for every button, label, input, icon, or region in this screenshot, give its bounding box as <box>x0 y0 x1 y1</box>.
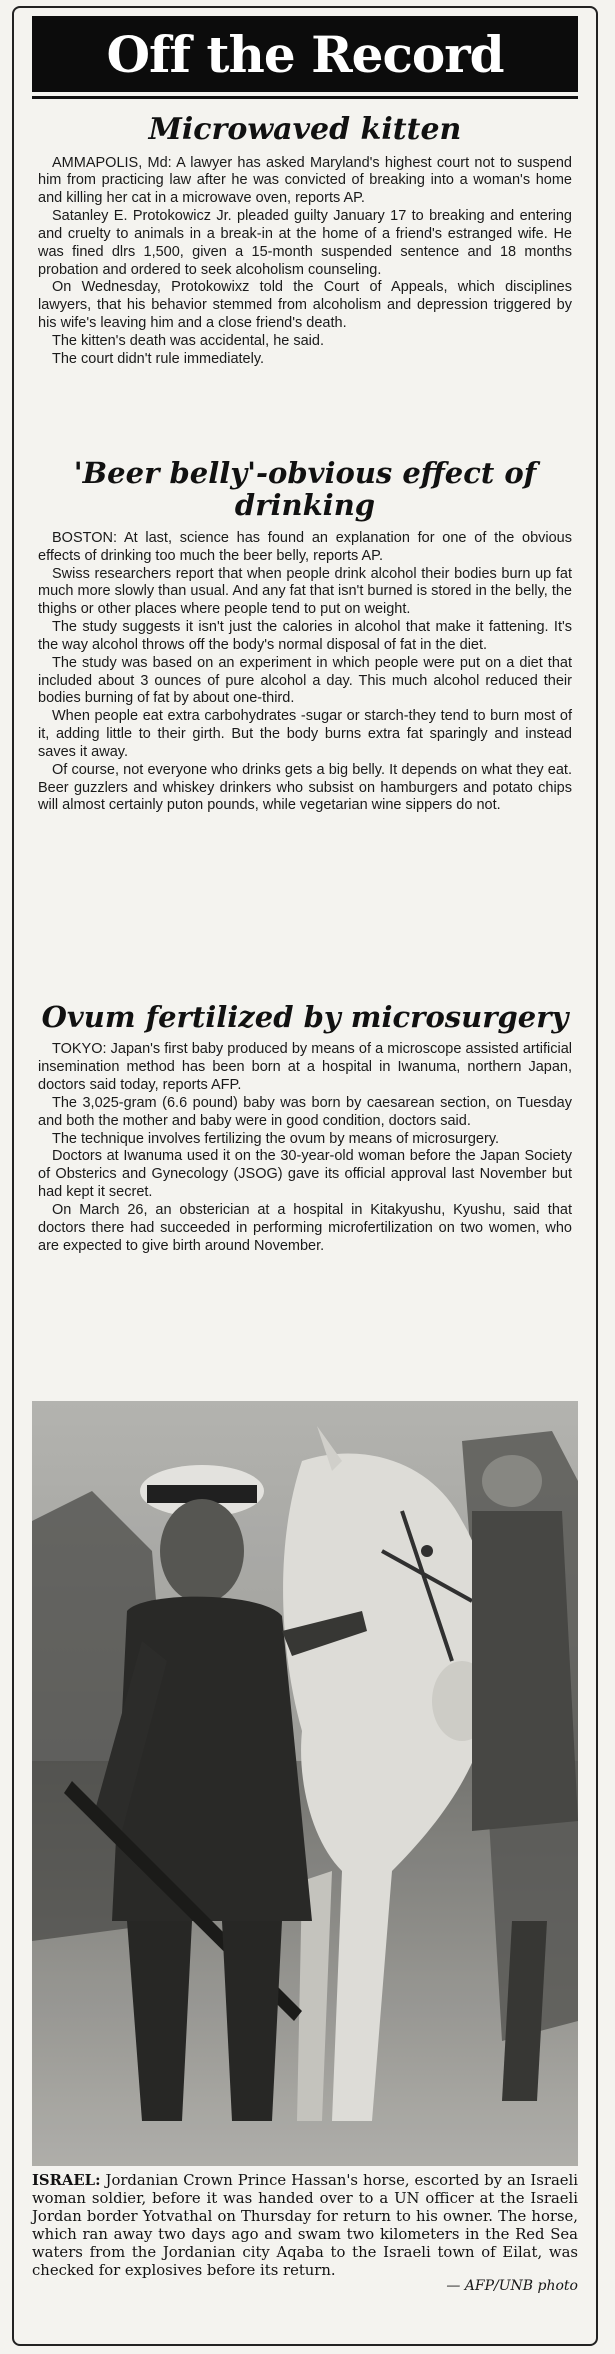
photo-credit: — AFP/UNB photo <box>446 2278 578 2295</box>
story-paragraph: Swiss researchers report that when people drink alcohol their bodies burn up fat much more slowly than usual. And any fat that isn't burned is stored in the belly, the thighs or other places where people tend to put on weight. <box>38 565 572 618</box>
masthead-title: Off the Record <box>106 24 504 84</box>
caption-dateline: ISRAEL: <box>32 2172 101 2189</box>
story-paragraph: BOSTON: At last, science has found an explanation for one of the obvious effects of drinking too much the beer belly, reports AP. <box>38 529 572 564</box>
story-paragraph: The kitten's death was accidental, he said. <box>52 332 324 349</box>
story-paragraph: The study was based on an experiment in which people were put on a diet that included about 3 ounces of pure alcohol a day. This much alcohol reduced their bodies burning of fat by about one-third. <box>38 654 572 707</box>
story-paragraph: The court didn't rule immediately. <box>52 350 265 367</box>
news-column <box>12 6 598 2346</box>
story-paragraph: On March 26, an obsterician at a hospital in Kitakyushu, Kyushu, said that doctors there had succeeded in performing microfertilization on two women, who are expected to give birth around November. <box>38 1201 572 1254</box>
story-paragraph: Satanley E. Protokowicz Jr. pleaded guilty January 17 to breaking and entering and cruelty to animals in a break-in at the home of a friend's estranged wife. He was fined dlrs 1,500, given a 15-month suspended sentence and 18 months probation and ordered to seek alcoholism counseling. <box>38 208 572 278</box>
story-headline: Ovum fertilized by microsurgery <box>41 1000 569 1034</box>
story-paragraph: Of course, not everyone who drinks gets a big belly. It depends on what they eat. Beer guzzlers and whiskey drinkers who subsist on hamburgers and potato chips will almost certainly puton pounds, while vegetarian wine sippers do not. <box>38 761 572 814</box>
story-paragraph: On Wednesday, Protokowixz told the Court of Appeals, which disciplines lawyers, that his behavior stemmed from alcoholism and depression triggered by his wife's leaving him and a close friend's death. <box>38 279 572 332</box>
masthead-rule <box>32 96 578 99</box>
masthead-banner <box>32 16 578 92</box>
story-paragraph: When people eat extra carbohydrates -sugar or starch-they tend to burn most of it, adding little to their girth. But the body burns extra fat sparingly and instead saves it away. <box>38 708 572 760</box>
story-paragraph: Doctors at Iwanuma used it on the 30-year-old woman before the Japan Society of Obsterics and Gynecology (JSOG) gave its official approval last November but had kept it secret. <box>38 1148 572 1201</box>
news-photo-block <box>32 1401 578 2294</box>
story-ovum-microsurgery <box>14 1001 596 1401</box>
caption-text: Jordanian Crown Prince Hassan's horse, escorted by an Israeli woman soldier, before it was handed over to a UN officer at the Israeli Jordan border Yotvathal on Thursday for return to his owner. The horse, which ran away two days ago and swam two kilometers in the Red Sea waters from the Jordanian city Aqaba to the Israeli town of Eilat, was checked for explosives before its return. <box>32 2172 578 2280</box>
news-photo <box>32 1401 578 2166</box>
story-paragraph: The technique involves fertilizing the ovum by means of microsurgery. <box>52 1130 500 1147</box>
story-paragraph: The 3,025-gram (6.6 pound) baby was born by caesarean section, on Tuesday and both the mother and baby were in good condition, doctors said. <box>38 1094 572 1129</box>
story-beer-belly <box>14 457 596 987</box>
story-headline: 'Beer belly'-obvious effect of drinking <box>73 456 537 523</box>
story-microwaved-kitten <box>14 113 596 443</box>
photo-caption <box>32 2172 578 2280</box>
story-paragraph: TOKYO: Japan's first baby produced by means of a microscope assisted artificial insemination method has been born at a hospital in Iwanuma, northern Japan, doctors said today, reports AFP. <box>38 1041 572 1094</box>
story-paragraph: The study suggests it isn't just the calories in alcohol that make it fattening. It's the way alcohol throws off the body's normal disposal of fat in the diet. <box>38 619 572 653</box>
story-paragraph: AMMAPOLIS, Md: A lawyer has asked Maryland's highest court not to suspend him from practicing law after he was convicted of breaking into a woman's home and killing her cat in a microwave oven, reports AP. <box>38 154 572 207</box>
story-headline: Microwaved kitten <box>148 112 462 147</box>
